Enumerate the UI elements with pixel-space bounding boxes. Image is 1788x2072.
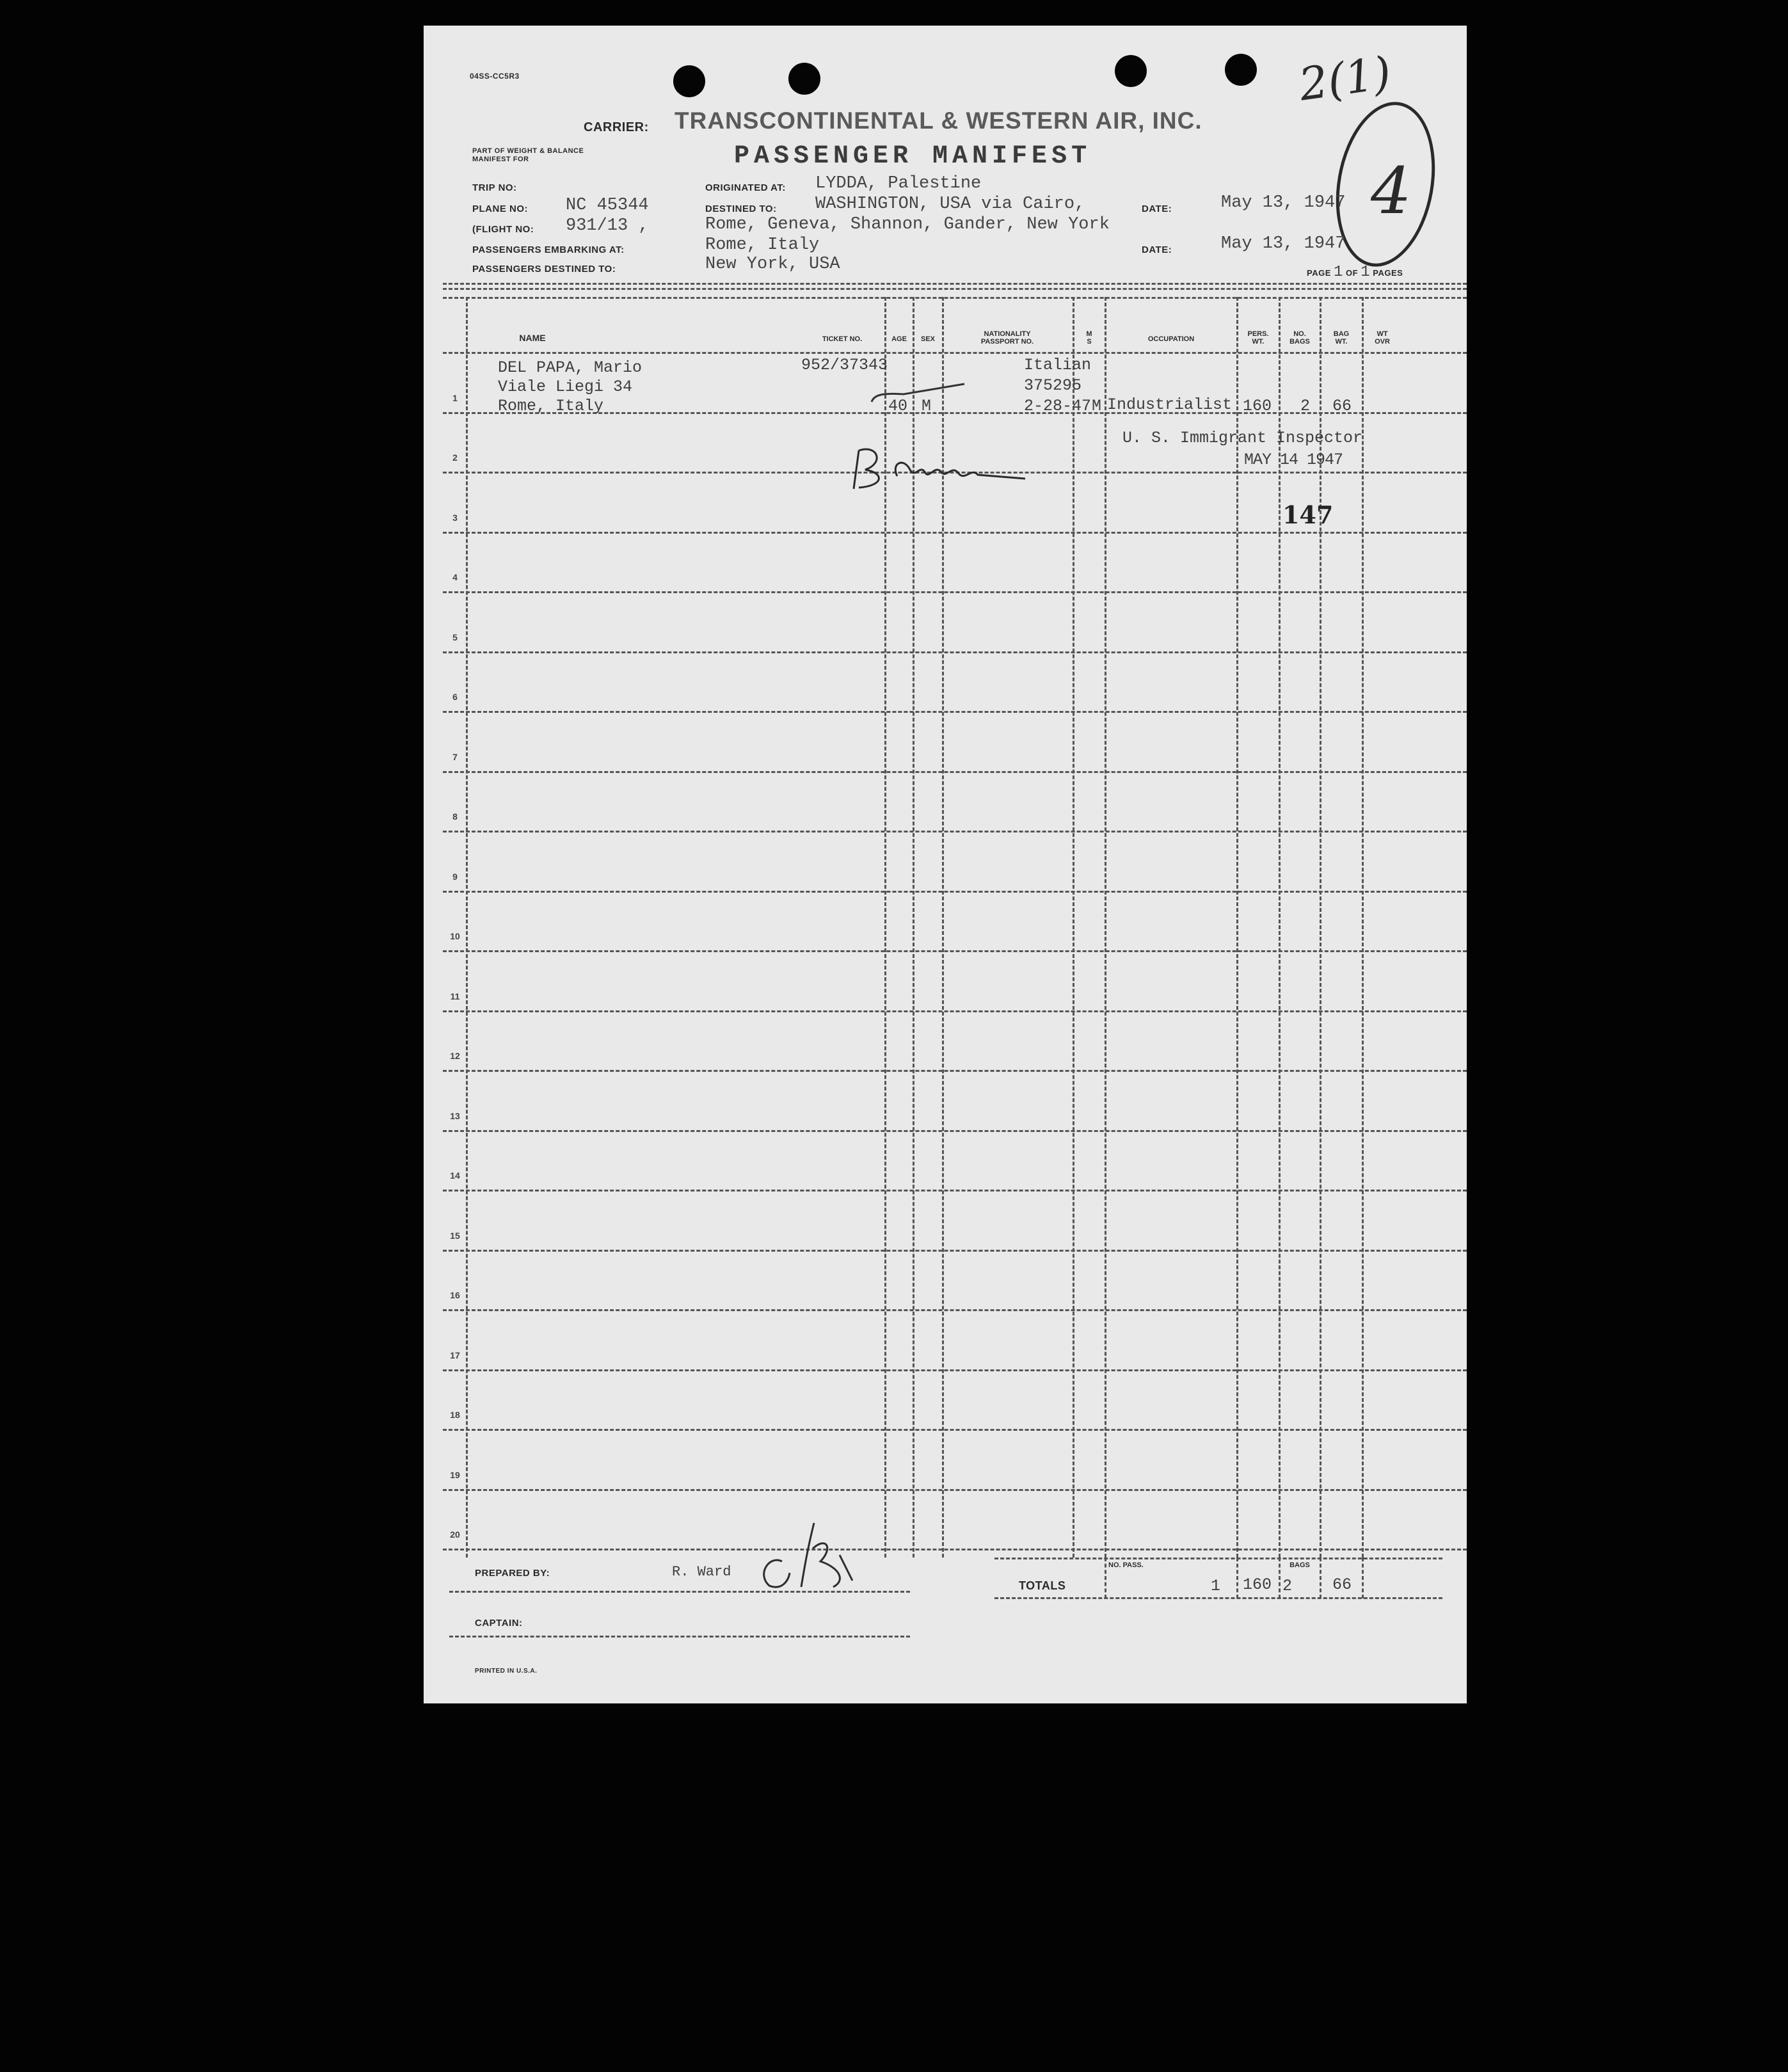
totals-col-line: [1236, 1558, 1238, 1598]
col-header-no-bags-2: BAGS: [1289, 338, 1310, 346]
col-line: [1105, 297, 1106, 1558]
passenger-bag-wt: 66: [1332, 397, 1352, 415]
totals-pers-wt: 160: [1243, 1575, 1272, 1594]
carrier-name: TRANSCONTINENTAL & WESTERN AIR, INC.: [674, 108, 1202, 134]
totals-col-line: [1105, 1558, 1106, 1598]
manifest-title: PASSENGER MANIFEST: [734, 142, 1092, 171]
col-header-ms: [1074, 330, 1105, 346]
captain-label: CAPTAIN:: [475, 1618, 523, 1629]
row-line: [443, 1130, 1467, 1132]
punch-hole: [673, 65, 705, 97]
row-number: 19: [450, 1470, 460, 1480]
destined-value: New York, USA: [705, 255, 840, 274]
passenger-address-1: Viale Liegi 34: [498, 378, 633, 396]
row-line: [443, 1010, 1467, 1012]
col-header-name: NAME: [519, 333, 546, 343]
stamp-inspector: U. S. Immigrant Inspector: [1122, 429, 1363, 447]
row-line: [443, 532, 1467, 534]
page-label: [1307, 264, 1403, 281]
totals-top-rule: [994, 1558, 1442, 1559]
row-line: [443, 651, 1467, 653]
col-header-nationality-1: NATIONALITY: [984, 330, 1031, 338]
date-label-2: DATE:: [1142, 244, 1172, 255]
form-code: 04SS-CC5R3: [470, 72, 520, 81]
totals-col-line: [1320, 1558, 1321, 1598]
col-line: [1320, 297, 1321, 1558]
col-header-pers-wt: [1238, 330, 1279, 346]
row-number: 3: [452, 513, 458, 523]
totals-bags-label: BAGS: [1289, 1561, 1310, 1569]
col-line: [466, 297, 468, 1558]
date-1: May 13, 1947: [1221, 193, 1346, 212]
col-header-nationality-2: PASSPORT NO.: [980, 338, 1034, 346]
row-number: 2: [452, 452, 458, 463]
destined-label: PASSENGERS DESTINED TO:: [472, 264, 616, 275]
flight-no-label: (FLIGHT NO:: [472, 224, 534, 235]
embarking-value: Rome, Italy: [705, 235, 820, 255]
originated-label: ORIGINATED AT:: [705, 182, 786, 193]
passenger-marital: M: [1092, 397, 1102, 415]
page-num: 1: [1334, 264, 1343, 281]
row-line: [443, 1549, 1467, 1550]
date-2: May 13, 1947: [1221, 234, 1346, 253]
col-header-pers-wt-2: WT.: [1252, 338, 1265, 346]
col-header-bag-wt-1: BAG: [1333, 330, 1350, 338]
col-header-wt-over-1: WT: [1377, 330, 1388, 338]
passenger-nationality: Italian: [1024, 356, 1092, 374]
date-label: DATE:: [1142, 203, 1172, 214]
col-line: [1279, 297, 1281, 1558]
row-number: 12: [450, 1051, 460, 1061]
row-number: 16: [450, 1290, 460, 1300]
col-header-sex: SEX: [920, 335, 935, 343]
passenger-address-2: Rome, Italy: [498, 397, 604, 415]
prepared-by-value: R. Ward: [672, 1564, 731, 1580]
row-line: [443, 831, 1467, 833]
row-number: 6: [452, 692, 458, 702]
col-header-wt-over-2: OVR: [1375, 338, 1390, 346]
col-header-nationality: [943, 330, 1071, 346]
totals-label: TOTALS: [1019, 1579, 1066, 1592]
col-header-ms-2: S: [1087, 338, 1092, 346]
plane-no-value: NC 45344: [566, 196, 649, 215]
row-number: 15: [450, 1231, 460, 1241]
of-word: OF: [1346, 268, 1359, 278]
row-line: [443, 771, 1467, 773]
col-header-bag-wt-2: WT.: [1335, 338, 1348, 346]
printed-in: PRINTED IN U.S.A.: [475, 1668, 538, 1675]
row-line: [443, 1309, 1467, 1311]
carrier-label: CARRIER:: [584, 120, 649, 134]
passenger-sex: M: [922, 397, 932, 415]
col-header-ms-1: M: [1086, 330, 1092, 338]
row-number: 17: [450, 1350, 460, 1360]
row-line: [443, 1250, 1467, 1252]
destined-to-label: DESTINED TO:: [705, 203, 777, 214]
circled-number-text: 4: [1371, 154, 1412, 228]
totals-col-line: [1362, 1558, 1364, 1598]
col-header-ticket: TICKET NO.: [822, 335, 863, 343]
page-total: 1: [1361, 264, 1371, 281]
col-header-occupation: OCCUPATION: [1147, 335, 1195, 343]
prepared-by-signature: [744, 1510, 872, 1600]
row-line: [443, 1070, 1467, 1072]
captain-rule: [449, 1636, 910, 1638]
col-header-wt-over: [1363, 330, 1401, 346]
row-line: [443, 1190, 1467, 1191]
col-header-no-bags: [1280, 330, 1320, 346]
col-line: [1236, 297, 1238, 1558]
totals-bottom-rule: [994, 1597, 1442, 1599]
row-number: 7: [452, 752, 458, 762]
col-header-pers-wt-1: PERS.: [1247, 330, 1269, 338]
row-line: [443, 711, 1467, 713]
totals-no-pass: 1: [1211, 1577, 1221, 1595]
totals-bag-wt: 66: [1332, 1575, 1352, 1594]
plane-no-label: PLANE NO:: [472, 203, 528, 214]
stamp-date: MAY 14 1947: [1244, 450, 1343, 469]
row-line: [443, 891, 1467, 893]
row-number: 14: [450, 1170, 460, 1181]
part-of-label: PART OF WEIGHT & BALANCE MANIFEST FOR: [472, 147, 584, 163]
row-number: 18: [450, 1410, 460, 1420]
manifest-sheet: [424, 26, 1467, 1703]
originated-value: LYDDA, Palestine: [815, 174, 982, 193]
row-line: [443, 1429, 1467, 1431]
passenger-pers-wt: 160: [1243, 397, 1272, 415]
row-line: [443, 591, 1467, 593]
row-number: 13: [450, 1111, 460, 1121]
destined-to-line2: Rome, Geneva, Shannon, Gander, New York: [705, 215, 1110, 234]
header-bottom-rule: [443, 352, 1467, 354]
punch-hole: [1225, 54, 1257, 86]
row-number: 9: [452, 872, 458, 882]
row-line: [443, 1489, 1467, 1491]
col-line: [1362, 297, 1364, 1558]
col-line: [1073, 297, 1074, 1558]
trip-no-label: TRIP NO:: [472, 182, 517, 193]
passenger-ticket: 952/37343: [801, 356, 888, 374]
row-number: 20: [450, 1529, 460, 1540]
pages-word: PAGES: [1373, 268, 1403, 278]
flight-no-value: 931/13 ,: [566, 216, 649, 235]
row-number: 11: [450, 991, 460, 1001]
page-word: PAGE: [1307, 268, 1331, 278]
row-number: 8: [452, 811, 458, 822]
row-number: 4: [452, 572, 458, 582]
row-number: 1: [452, 393, 458, 403]
row-line: [443, 950, 1467, 952]
passenger-age: 40: [888, 397, 908, 415]
totals-bags: 2: [1282, 1577, 1293, 1595]
header-rule: [443, 288, 1467, 290]
row-number: 5: [452, 632, 458, 642]
check-mark: [865, 375, 968, 407]
col-header-no-bags-1: NO.: [1293, 330, 1306, 338]
row-line: [443, 1369, 1467, 1371]
row-number: 10: [450, 931, 460, 941]
totals-no-pass-label: NO. PASS.: [1108, 1561, 1144, 1569]
col-header-age: AGE: [891, 335, 907, 343]
corner-annotation: 2(1): [1295, 46, 1394, 111]
embarking-label: PASSENGERS EMBARKING AT:: [472, 244, 625, 255]
col-header-bag-wt: [1321, 330, 1362, 346]
punch-hole: [788, 63, 820, 95]
stamp-number: 147: [1282, 500, 1334, 529]
destined-to-line1: WASHINGTON, USA via Cairo,: [815, 195, 1085, 214]
inspector-signature: [840, 438, 1032, 495]
passenger-passport: 375295: [1024, 376, 1082, 395]
punch-hole: [1115, 55, 1147, 87]
passenger-bags: 2: [1300, 397, 1311, 415]
passenger-passport-date: 2-28-47: [1024, 397, 1092, 415]
prepared-by-label: PREPARED BY:: [475, 1568, 550, 1579]
passenger-occupation: Industrialist: [1107, 395, 1233, 414]
passenger-name: DEL PAPA, Mario: [498, 358, 643, 377]
header-rule: [443, 283, 1467, 285]
prepared-by-rule: [449, 1591, 910, 1593]
